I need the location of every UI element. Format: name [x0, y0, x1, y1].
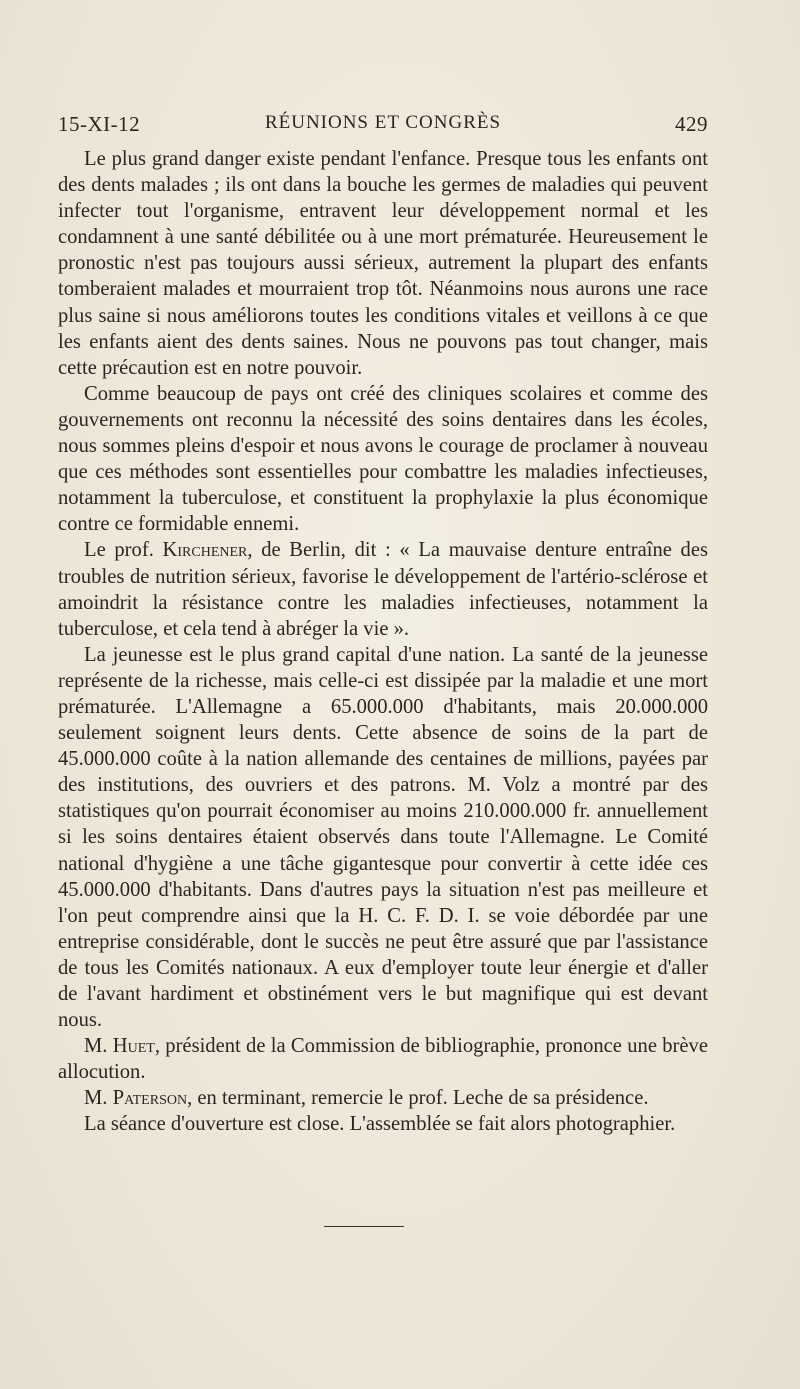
- paragraph-youth-capital: [58, 642, 708, 1033]
- header-title: RÉUNIONS ET CONGRÈS: [264, 112, 502, 133]
- header-date: 15-XI-12: [58, 112, 141, 136]
- paragraph-closing: [58, 1111, 708, 1137]
- body-text: [58, 146, 708, 1138]
- paragraph-paterson: [58, 1085, 708, 1111]
- paragraph-lead: M.: [84, 1035, 113, 1058]
- paragraph-childhood-danger: [58, 146, 708, 381]
- page-number: 429: [675, 112, 708, 136]
- section-end-rule: [324, 1226, 404, 1227]
- paragraph-text: , de Berlin, dit : « La mauvaise denture entraîne des troubles de nutrition sérieux, favorise le développement de l'artério-sclérose et amoindrit la résistance contre les maladies infectieuses, notamment la tuberculose, et cela tend à abréger la vie ».: [58, 539, 708, 640]
- paragraph-huet: [58, 1033, 708, 1085]
- speaker-name: Huet: [112, 1035, 155, 1058]
- paragraph-text: Le plus grand danger existe pendant l'enfance. Presque tous les enfants ont des dents malades ; ils ont dans la bouche les germes de maladies qui peuvent infecter tout l'organisme, entravent leur développement normal et les condamnent à une santé débilitée ou à une mort prématurée. Heureusement le pronostic n'est pas toujours aussi sérieux, autrement la plupart des enfants tomberaient malades et mourraient trop tôt. Néanmoins nous aurons une race plus saine si nous améliorons toutes les conditions vitales et veillons à ce que les enfants aient des dents saines. Nous ne pouvons pas tout changer, mais cette précaution est en notre pouvoir.: [58, 148, 708, 379]
- paragraph-kirchener: [58, 537, 708, 641]
- running-head: [58, 112, 708, 142]
- speaker-name: Kirchener: [162, 539, 248, 562]
- paragraph-text: La jeunesse est le plus grand capital d'une nation. La santé de la jeunesse représente de la richesse, mais celle-ci est dissipée par la maladie et une mort prématurée. L'Allemagne a 65.000.000 d'habitants, mais 20.000.000 seulement soignent leurs dents. Cette absence de soins de la part de 45.000.000 coûte à la nation allemande des centaines de millions, payées par des institutions, des ouvriers et des patrons. M. Volz a montré par des statistiques qu'on pourrait économiser au moins 210.000.000 fr. annuellement si les soins dentaires étaient observés dans toute l'Allemagne. Le Comité national d'hygiène a une tâche gigantesque pour convertir à cette idée ces 45.000.000 d'habitants. Dans d'autres pays la situation n'est pas meilleure et l'on peut comprendre ainsi que la H. C. F. D. I. se voie débordée par une entreprise considérable, dont le succès ne peut être assuré que par l'assistance de tous les Comités nationaux. A eux d'employer toute leur énergie et d'aller de l'avant hardiment et obstinément vers le but magnifique qui est devant nous.: [58, 643, 708, 1032]
- paragraph-lead: M.: [84, 1087, 113, 1110]
- paragraph-text: La séance d'ouverture est close. L'assemblée se fait alors photographier.: [84, 1113, 676, 1136]
- paragraph-text: , président de la Commission de bibliographie, prononce une brève allocution.: [58, 1035, 708, 1084]
- paragraph-lead: Le prof.: [84, 539, 163, 562]
- speaker-name: Paterson: [112, 1087, 188, 1110]
- paragraph-school-clinics: [58, 381, 708, 538]
- paragraph-text: Comme beaucoup de pays ont créé des cliniques scolaires et comme des gouvernements ont reconnu la nécessité des soins dentaires dans les écoles, nous sommes pleins d'espoir et nous avons le courage de proclamer à nouveau que ces méthodes sont essentielles pour combattre les maladies infectieuses, notamment la tuberculose, et constituent la prophylaxie la plus économique contre ce formidable ennemi.: [58, 382, 708, 536]
- paragraph-text: , en terminant, remercie le prof. Leche de sa présidence.: [187, 1087, 649, 1110]
